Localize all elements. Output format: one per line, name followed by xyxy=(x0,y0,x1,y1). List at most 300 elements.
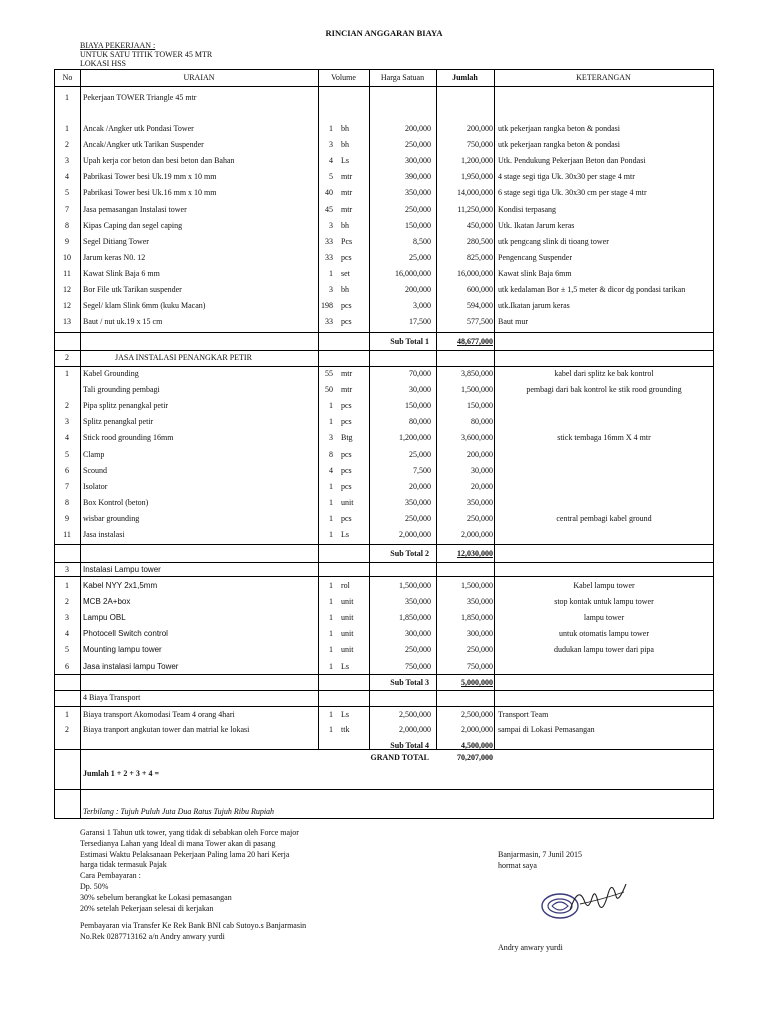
table-row xyxy=(55,596,713,608)
sign-name: Andry anwary yurdi xyxy=(498,943,563,952)
item-amount: 450,000 xyxy=(467,220,493,230)
item-note: Transport Team xyxy=(498,710,549,719)
row-number: 9 xyxy=(65,236,69,246)
section-1-heading xyxy=(55,92,713,104)
item-note: kabel dari splitz ke bak kontrol xyxy=(554,369,654,378)
item-volume: 33 xyxy=(325,236,333,246)
item-amount: 16,000,000 xyxy=(457,268,493,278)
item-unit-price: 150,000 xyxy=(405,401,431,411)
row-number: 2 xyxy=(65,401,69,411)
row-number: 1 xyxy=(65,581,69,590)
item-note: untuk otomatis lampu tower xyxy=(559,629,649,639)
table-row xyxy=(55,449,713,461)
item-unit: pcs xyxy=(341,481,352,491)
item-unit-price: 350,000 xyxy=(405,597,431,607)
item-unit: pcs xyxy=(341,465,352,475)
col-header-uraian: URAIAN xyxy=(183,73,215,82)
item-unit-price: 1,850,000 xyxy=(399,613,431,623)
item-description: Bor File utk Tarikan suspender xyxy=(83,285,182,294)
table-row xyxy=(55,709,713,721)
subtotal-value: 4,500,000 xyxy=(461,741,493,750)
row-number: 12 xyxy=(63,301,71,311)
row-number: 1 xyxy=(65,124,69,133)
jumlah-row xyxy=(55,768,713,780)
item-amount: 80,000 xyxy=(471,417,493,427)
table-row xyxy=(55,644,713,656)
item-volume: 5 xyxy=(329,172,333,182)
table-row xyxy=(55,268,713,280)
note-line: Tersedianya Lahan yang Ideal di mana Tower akan di pasang xyxy=(80,838,276,848)
item-unit-price: 250,000 xyxy=(405,645,431,655)
item-unit: mtr xyxy=(341,385,353,395)
item-unit: ttk xyxy=(341,725,350,734)
table-row xyxy=(55,123,713,135)
item-volume: 1 xyxy=(329,513,333,523)
item-description: Splitz penangkal petir xyxy=(83,417,154,427)
item-unit-price: 200,000 xyxy=(405,124,431,133)
table-row xyxy=(55,513,713,525)
item-unit: bh xyxy=(341,124,349,133)
item-unit-price: 20,000 xyxy=(409,481,431,491)
item-description: Jasa instalasi lampu Tower xyxy=(83,661,179,671)
item-note: utk pengcang slink di tioang tower xyxy=(498,236,609,246)
note-line: Estimasi Waktu Pelaksanaan Pekerjaan Paling lama 20 hari Kerja xyxy=(80,849,290,859)
item-unit: mtr xyxy=(341,188,353,198)
item-unit-price: 17,500 xyxy=(409,317,431,327)
item-amount: 2,500,000 xyxy=(461,710,493,719)
table-row xyxy=(55,400,713,412)
note-line: 30% sebelum berangkat ke Lokasi pemasangan xyxy=(80,892,232,902)
section-3-heading xyxy=(55,564,713,576)
row-divider xyxy=(55,332,713,333)
row-number: 11 xyxy=(63,268,71,278)
row-number: 12 xyxy=(63,285,71,294)
item-unit: pcs xyxy=(341,401,352,411)
row-divider xyxy=(55,674,713,675)
item-unit-price: 3,000 xyxy=(413,301,431,311)
terbilang-row xyxy=(55,806,713,818)
item-unit: pcs xyxy=(341,513,352,523)
row-number: 8 xyxy=(65,220,69,230)
item-volume: 3 xyxy=(329,140,333,150)
item-volume: 55 xyxy=(325,369,333,378)
row-divider xyxy=(55,562,713,563)
item-description: Mounting lampu tower xyxy=(83,645,162,655)
item-amount: 594,000 xyxy=(467,301,493,311)
row-number: 4 xyxy=(65,629,69,639)
item-volume: 1 xyxy=(329,661,333,671)
col-header-volume: Volume xyxy=(331,73,356,82)
table-row xyxy=(55,155,713,167)
item-unit: pcs xyxy=(341,449,352,459)
item-unit-price: 2,500,000 xyxy=(399,710,431,719)
item-amount: 1,200,000 xyxy=(461,156,493,166)
item-volume: 50 xyxy=(325,385,333,395)
table-row xyxy=(55,139,713,151)
item-unit: mtr xyxy=(341,172,353,182)
item-unit-price: 1,200,000 xyxy=(399,433,431,443)
row-number: 7 xyxy=(65,204,69,214)
col-header-jumlah: Jumlah xyxy=(452,73,478,82)
row-divider xyxy=(55,749,713,750)
item-description: Scound xyxy=(83,465,107,475)
item-description: Photocell Switch control xyxy=(83,629,168,639)
row-number: 2 xyxy=(65,597,69,607)
section-number: 3 xyxy=(65,565,69,574)
item-description: Ancak /Angker utk Pondasi Tower xyxy=(83,124,194,133)
item-amount: 200,000 xyxy=(467,124,493,133)
item-unit: unit xyxy=(341,497,354,507)
item-description: wisbar grounding xyxy=(83,513,140,523)
item-unit-price: 150,000 xyxy=(405,220,431,230)
item-volume: 3 xyxy=(329,285,333,294)
item-volume: 33 xyxy=(325,252,333,262)
item-note: Baut mur xyxy=(498,317,528,327)
item-amount: 200,000 xyxy=(467,449,493,459)
item-description: Jasa instalasi xyxy=(83,530,125,539)
item-volume: 1 xyxy=(329,613,333,623)
note-line: Dp. 50% xyxy=(80,882,109,891)
item-amount: 150,000 xyxy=(467,401,493,411)
section-number: 1 xyxy=(65,93,69,102)
subtotal-1 xyxy=(55,336,713,348)
table-row xyxy=(55,628,713,640)
item-amount: 20,000 xyxy=(471,481,493,491)
item-volume: 3 xyxy=(329,220,333,230)
stamp-emblem xyxy=(552,902,568,910)
section-title: Instalasi Lampu tower xyxy=(83,565,161,574)
header-line-2: UNTUK SATU TITIK TOWER 45 MTR xyxy=(80,50,213,59)
item-unit-price: 25,000 xyxy=(409,252,431,262)
item-description: Ancak/Angker utk Tarikan Suspender xyxy=(83,140,204,150)
payment-line: Pembayaran via Transfer Ke Rek Bank BNI cab Sutoyo.s Banjarmasin xyxy=(80,921,307,930)
item-amount: 750,000 xyxy=(467,140,493,150)
row-divider xyxy=(55,576,713,577)
item-volume: 4 xyxy=(329,156,333,166)
item-note: utk.Ikatan jarum keras xyxy=(498,301,570,311)
item-unit: pcs xyxy=(341,301,352,311)
subtotal-label: Sub Total 1 xyxy=(390,337,429,346)
table-row xyxy=(55,432,713,444)
col-header-no: No xyxy=(62,73,73,82)
item-amount: 300,000 xyxy=(467,629,493,639)
item-volume: 1 xyxy=(329,268,333,278)
item-note: Kawat slink Baja 6mm xyxy=(498,268,572,278)
table-row xyxy=(55,236,713,248)
item-volume: 1 xyxy=(329,481,333,491)
item-amount: 30,000 xyxy=(471,465,493,475)
item-unit: pcs xyxy=(341,317,352,327)
row-number: 1 xyxy=(65,369,69,378)
item-amount: 1,850,000 xyxy=(461,613,493,623)
item-note: utk kedalaman Bor ± 1,5 meter & dicor dg pondasi tarikan xyxy=(498,285,686,294)
item-description: Segel/ klam Slink 6mm (kuku Macan) xyxy=(83,301,206,311)
item-unit-price: 200,000 xyxy=(405,285,431,294)
note-line: Cara Pembayaran : xyxy=(80,871,141,881)
row-number: 3 xyxy=(65,417,69,427)
item-note: Pengencang Suspender xyxy=(498,252,572,262)
row-number: 10 xyxy=(63,252,71,262)
item-unit-price: 80,000 xyxy=(409,417,431,427)
item-unit-price: 250,000 xyxy=(405,513,431,523)
section-title: 4 Biaya Transport xyxy=(83,693,141,702)
item-volume: 1 xyxy=(329,710,333,719)
table-row xyxy=(55,384,713,396)
item-description: Lampu OBL xyxy=(83,613,126,623)
item-volume: 1 xyxy=(329,530,333,539)
row-divider xyxy=(55,366,713,367)
company-stamp-and-signature xyxy=(540,870,632,930)
item-note: stick tembaga 16mm X 4 mtr xyxy=(557,433,651,443)
terbilang-text: Terbilang : Tujuh Puluh Juta Dua Ratus Tujuh Ribu Rupiah xyxy=(83,807,275,816)
item-description: Kabel Grounding xyxy=(83,369,139,378)
item-amount: 577,500 xyxy=(467,317,493,327)
item-description: Segel Ditiang Tower xyxy=(83,236,149,246)
item-unit-price: 350,000 xyxy=(405,497,431,507)
item-unit-price: 25,000 xyxy=(409,449,431,459)
table-row xyxy=(55,187,713,199)
item-unit: set xyxy=(341,268,350,278)
item-unit: Ls xyxy=(341,710,349,719)
row-number: 2 xyxy=(65,140,69,150)
subtotal-label: Sub Total 4 xyxy=(390,741,429,750)
table-row xyxy=(55,316,713,328)
item-unit-price: 70,000 xyxy=(409,369,431,378)
section-number: 2 xyxy=(65,353,69,362)
section-title: JASA INSTALASI PENANGKAR PETIR xyxy=(115,353,252,362)
item-note: utk pekerjaan rangka beton & pondasi xyxy=(498,124,620,133)
grand-total-value: 70,207,000 xyxy=(457,753,493,762)
item-unit-price: 250,000 xyxy=(405,204,431,214)
item-note: sampai di Lokasi Pemasangan xyxy=(498,725,595,734)
item-unit: Ls xyxy=(341,530,349,539)
item-unit-price: 7,500 xyxy=(413,465,431,475)
item-unit: unit xyxy=(341,645,354,655)
item-description: Tali grounding pembagi xyxy=(83,385,160,395)
table-row xyxy=(55,252,713,264)
item-unit: bh xyxy=(341,140,349,150)
table-row xyxy=(55,580,713,592)
section-title: Pekerjaan TOWER Triangle 45 mtr xyxy=(83,93,197,102)
subtotal-4 xyxy=(55,740,713,752)
item-amount: 14,000,000 xyxy=(457,188,493,198)
item-description: Isolator xyxy=(83,481,108,491)
item-unit: unit xyxy=(341,629,354,639)
subtotal-value: 48,677,000 xyxy=(457,337,493,346)
item-unit: mtr xyxy=(341,204,353,214)
item-unit-price: 16,000,000 xyxy=(395,268,431,278)
item-unit-price: 30,000 xyxy=(409,385,431,395)
row-divider xyxy=(55,706,713,707)
item-unit: unit xyxy=(341,597,354,607)
item-description: Jarum keras N0. 12 xyxy=(83,252,146,262)
row-number: 9 xyxy=(65,513,69,523)
table-row xyxy=(55,481,713,493)
row-number: 13 xyxy=(63,317,71,327)
item-description: Clamp xyxy=(83,449,105,459)
item-description: Kipas Caping dan segel caping xyxy=(83,220,183,230)
item-unit-price: 250,000 xyxy=(405,140,431,150)
grand-total-row xyxy=(55,752,713,764)
table-row xyxy=(55,368,713,380)
item-amount: 1,500,000 xyxy=(461,385,493,395)
item-unit-price: 1,500,000 xyxy=(399,581,431,590)
table-row xyxy=(55,416,713,428)
row-number: 4 xyxy=(65,172,69,182)
item-amount: 600,000 xyxy=(467,285,493,294)
item-unit: pcs xyxy=(341,252,352,262)
col-header-keterangan: KETERANGAN xyxy=(576,73,631,82)
item-description: MCB 2A+box xyxy=(83,597,131,607)
section-4-heading xyxy=(55,692,713,704)
row-divider xyxy=(55,350,713,351)
header-line-3: LOKASI HSS xyxy=(80,59,127,68)
item-unit-price: 350,000 xyxy=(405,188,431,198)
item-unit-price: 750,000 xyxy=(405,661,431,671)
row-number: 8 xyxy=(65,497,69,507)
payment-line: No.Rek 0287713162 a/n Andry anwary yurdi xyxy=(80,932,225,941)
item-description: Baut / nut uk.19 x 15 cm xyxy=(83,317,163,327)
item-amount: 3,850,000 xyxy=(461,369,493,378)
item-unit: Ls xyxy=(341,661,349,671)
item-unit: bh xyxy=(341,220,349,230)
item-unit-price: 8,500 xyxy=(413,236,431,246)
note-line: 20% setelah Pekerjaan selesai di kerjakan xyxy=(80,903,214,913)
item-note: Utk. Ikatan Jarum keras xyxy=(498,220,575,230)
table-row xyxy=(55,612,713,624)
item-unit-price: 300,000 xyxy=(405,629,431,639)
item-amount: 1,500,000 xyxy=(461,581,493,590)
item-note: stop kontak untuk lampu tower xyxy=(554,597,654,607)
item-volume: 1 xyxy=(329,597,333,607)
sign-greeting: hormat saya xyxy=(498,861,537,870)
item-amount: 750,000 xyxy=(467,661,493,671)
row-divider xyxy=(55,690,713,691)
item-unit: Ls xyxy=(341,156,349,166)
item-volume: 4 xyxy=(329,465,333,475)
item-amount: 350,000 xyxy=(467,497,493,507)
item-note: central pembagi kabel ground xyxy=(556,513,652,523)
table-row xyxy=(55,724,713,736)
item-unit: Btg xyxy=(341,433,353,443)
row-number: 2 xyxy=(65,725,69,734)
item-amount: 250,000 xyxy=(467,513,493,523)
document-title: RINCIAN ANGGARAN BIAYA xyxy=(325,28,443,38)
row-number: 3 xyxy=(65,613,69,623)
item-volume: 33 xyxy=(325,317,333,327)
item-description: Pipa splitz penangkal petir xyxy=(83,401,169,411)
item-unit-price: 2,000,000 xyxy=(399,725,431,734)
row-divider xyxy=(55,789,713,790)
item-description: Box Kontrol (beton) xyxy=(83,497,149,507)
item-description: Kawat Slink Baja 6 mm xyxy=(83,268,160,278)
item-description: Pabrikasi Tower besi Uk.19 mm x 10 mm xyxy=(83,172,217,182)
item-volume: 8 xyxy=(329,449,333,459)
item-volume: 1 xyxy=(329,124,333,133)
table-row xyxy=(55,204,713,216)
item-amount: 2,000,000 xyxy=(461,725,493,734)
item-volume: 1 xyxy=(329,629,333,639)
note-line: Garansi 1 Tahun utk tower, yang tidak di sebabkan oleh Force major xyxy=(80,828,299,837)
item-amount: 350,000 xyxy=(467,597,493,607)
item-note: utk pekerjaan rangka beton & pondasi xyxy=(498,140,620,150)
item-amount: 250,000 xyxy=(467,645,493,655)
item-unit: unit xyxy=(341,613,354,623)
item-volume: 3 xyxy=(329,433,333,443)
row-number: 6 xyxy=(65,661,69,671)
budget-table xyxy=(54,69,714,819)
item-description: Biaya tranport angkutan tower dan matrial ke lokasi xyxy=(83,725,250,734)
item-unit-price: 300,000 xyxy=(405,156,431,166)
row-number: 3 xyxy=(65,156,69,166)
table-row xyxy=(55,171,713,183)
item-volume: 45 xyxy=(325,204,333,214)
item-note: lampu tower xyxy=(583,613,625,623)
item-note: Kondisi terpasang xyxy=(498,204,556,214)
item-unit: rol xyxy=(341,581,350,590)
row-number: 5 xyxy=(65,645,69,655)
item-volume: 1 xyxy=(329,497,333,507)
item-unit: Pcs xyxy=(341,236,353,246)
item-note: dudukan lampu tower dari pipa xyxy=(554,645,654,655)
item-description: Biaya transport Akomodasi Team 4 orang 4hari xyxy=(83,710,235,719)
subtotal-3 xyxy=(55,677,713,689)
table-row xyxy=(55,529,713,541)
subtotal-label: Sub Total 2 xyxy=(390,549,429,558)
row-number: 5 xyxy=(65,188,69,198)
item-note: 6 stage segi tiga Uk. 30x30 cm per stage 4 mtr xyxy=(498,188,647,198)
item-note: Utk. Pendukung Pekerjaan Beton dan Pondasi xyxy=(498,156,646,166)
item-volume: 1 xyxy=(329,725,333,734)
item-amount: 11,250,000 xyxy=(457,204,493,214)
subtotal-value: 5,000,000 xyxy=(461,678,493,687)
sign-place-date: Banjarmasin, 7 Junil 2015 xyxy=(498,850,582,859)
item-amount: 2,000,000 xyxy=(461,530,493,539)
item-note: 4 stage segi tiga Uk. 30x30 per stage 4 mtr xyxy=(498,172,635,182)
row-number: 1 xyxy=(65,710,69,719)
subtotal-2 xyxy=(55,548,713,560)
item-amount: 825,000 xyxy=(467,252,493,262)
item-description: Kabel NYY 2x1,5mm xyxy=(83,581,158,590)
header-line-1: BIAYA PEKERJAAN : xyxy=(80,41,156,50)
item-description: Jasa pemasangan Instalasi tower xyxy=(83,204,187,214)
section-2-heading xyxy=(55,352,713,364)
table-row xyxy=(55,497,713,509)
item-unit: mtr xyxy=(341,369,353,378)
table-row xyxy=(55,661,713,673)
col-header-harga: Harga Satuan xyxy=(380,73,425,82)
item-unit-price: 390,000 xyxy=(405,172,431,182)
item-volume: 1 xyxy=(329,581,333,590)
row-number: 11 xyxy=(63,530,71,539)
item-description: Pabrikasi Tower besi Uk.16 mm x 10 mm xyxy=(83,188,217,198)
item-note: pembagi dari bak kontrol ke stik rood grounding xyxy=(526,385,682,395)
item-unit: pcs xyxy=(341,417,352,427)
table-row xyxy=(55,300,713,312)
item-unit: bh xyxy=(341,285,349,294)
item-volume: 1 xyxy=(329,417,333,427)
row-number: 5 xyxy=(65,449,69,459)
item-volume: 198 xyxy=(321,301,333,311)
header-divider xyxy=(55,86,713,87)
table-row xyxy=(55,465,713,477)
item-unit-price: 2,000,000 xyxy=(399,530,431,539)
item-note: Kabel lampu tower xyxy=(573,581,635,590)
subtotal-label: Sub Total 3 xyxy=(390,678,429,687)
note-line: harga tidak termasuk Pajak xyxy=(80,860,167,870)
row-number: 4 xyxy=(65,433,69,443)
jumlah-label: Jumlah 1 + 2 + 3 + 4 = xyxy=(83,769,160,778)
